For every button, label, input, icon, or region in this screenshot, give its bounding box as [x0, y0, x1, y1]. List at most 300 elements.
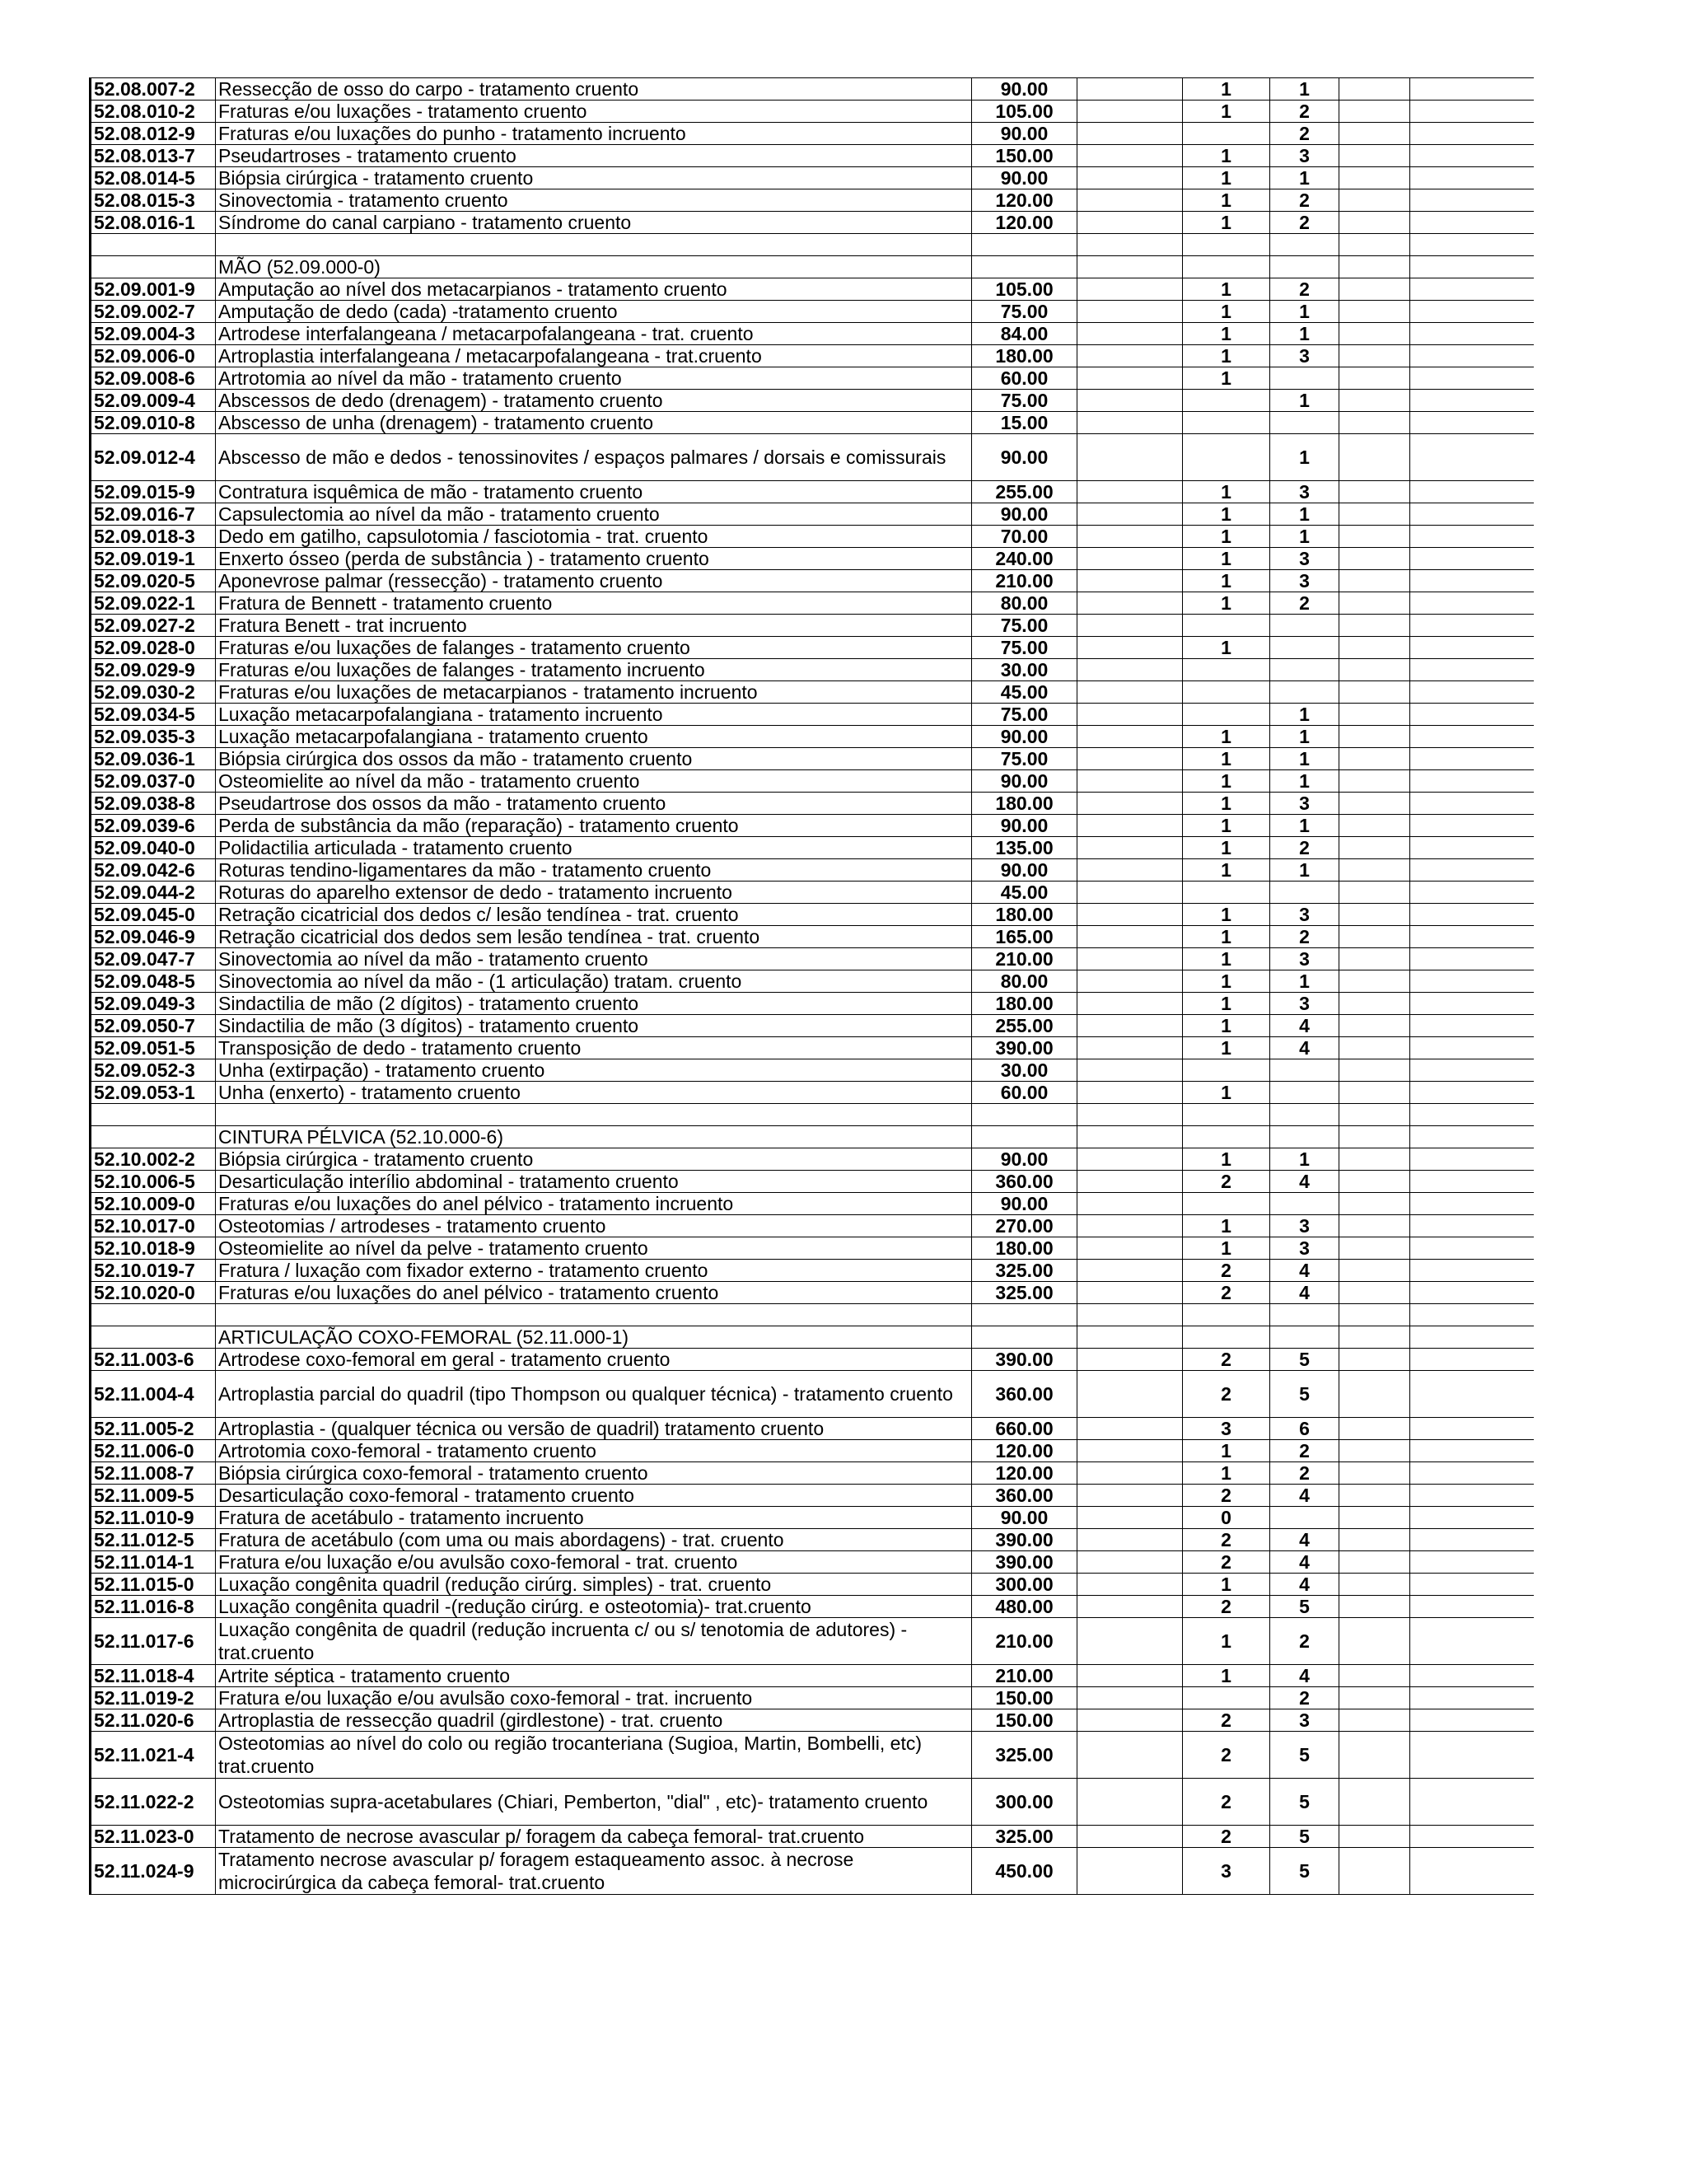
- blank-cell: [1077, 837, 1183, 859]
- procedure-code: 52.09.006-0: [91, 345, 216, 367]
- procedure-value: 75.00: [972, 748, 1077, 770]
- anesthesia-port: 3: [1270, 1215, 1339, 1237]
- blank-cell: [1077, 1126, 1183, 1148]
- auxiliaries-count: [1183, 412, 1270, 434]
- blank-cell: [1077, 1485, 1183, 1507]
- section-title: CINTURA PÉLVICA (52.10.000-6): [216, 1126, 972, 1148]
- table-row: [91, 770, 1534, 793]
- procedure-code: 52.10.009-0: [91, 1193, 216, 1215]
- auxiliaries-count: 1: [1183, 770, 1270, 793]
- blank-cell: [1410, 1848, 1534, 1895]
- procedure-code: 52.10.018-9: [91, 1237, 216, 1260]
- procedure-code: 52.08.012-9: [91, 123, 216, 145]
- blank-cell: [1077, 1371, 1183, 1418]
- procedure-description: Osteotomias ao nível do colo ou região trocanteriana (Sugioa, Martin, Bombelli, etc) trat.cruento: [216, 1732, 972, 1779]
- blank-cell: [1410, 1779, 1534, 1826]
- blank-cell: [1410, 323, 1534, 345]
- procedure-value: 120.00: [972, 1440, 1077, 1462]
- blank-cell: [1410, 1618, 1534, 1665]
- procedure-code: 52.10.006-5: [91, 1171, 216, 1193]
- blank-cell: [1339, 704, 1410, 726]
- blank-cell: [1339, 234, 1410, 256]
- blank-cell: [1410, 367, 1534, 390]
- procedure-description: Artrotomia ao nível da mão - tratamento cruento: [216, 367, 972, 390]
- procedure-value: 325.00: [972, 1732, 1077, 1779]
- procedure-code: 52.09.028-0: [91, 637, 216, 659]
- procedure-code: 52.09.034-5: [91, 704, 216, 726]
- auxiliaries-count: [1183, 1126, 1270, 1148]
- table-row: [91, 434, 1534, 481]
- blank-cell: [1339, 503, 1410, 526]
- procedure-value: 255.00: [972, 481, 1077, 503]
- table-row: [91, 301, 1534, 323]
- auxiliaries-count: 2: [1183, 1485, 1270, 1507]
- blank-cell: [1077, 1848, 1183, 1895]
- table-row: [91, 412, 1534, 434]
- blank-cell: [1339, 1687, 1410, 1709]
- blank-cell: [1410, 1371, 1534, 1418]
- blank-cell: [1077, 970, 1183, 993]
- table-row: [91, 1059, 1534, 1082]
- procedure-value: [972, 1104, 1077, 1126]
- auxiliaries-count: 2: [1183, 1732, 1270, 1779]
- procedure-value: 325.00: [972, 1826, 1077, 1848]
- blank-cell: [1410, 926, 1534, 948]
- procedure-value: 90.00: [972, 859, 1077, 882]
- procedure-description: Amputação de dedo (cada) -tratamento cruento: [216, 301, 972, 323]
- blank-cell: [1410, 278, 1534, 301]
- blank-cell: [1410, 526, 1534, 548]
- blank-cell: [1410, 1104, 1534, 1126]
- procedure-code: 52.09.037-0: [91, 770, 216, 793]
- procedure-description: Artrite séptica - tratamento cruento: [216, 1665, 972, 1687]
- blank-cell: [1339, 189, 1410, 212]
- auxiliaries-count: 2: [1183, 1260, 1270, 1282]
- table-row: [91, 481, 1534, 503]
- blank-cell: [1339, 570, 1410, 592]
- anesthesia-port: 1: [1270, 323, 1339, 345]
- procedure-description: Fraturas e/ou luxações do punho - tratamento incruento: [216, 123, 972, 145]
- blank-cell: [1339, 1148, 1410, 1171]
- auxiliaries-count: 1: [1183, 1148, 1270, 1171]
- auxiliaries-count: 1: [1183, 815, 1270, 837]
- blank-cell: [1410, 1551, 1534, 1574]
- blank-cell: [1410, 1237, 1534, 1260]
- blank-cell: [1410, 1507, 1534, 1529]
- blank-cell: [1077, 323, 1183, 345]
- auxiliaries-count: 1: [1183, 1618, 1270, 1665]
- procedure-code: 52.09.047-7: [91, 948, 216, 970]
- procedure-description: Fratura / luxação com fixador externo - tratamento cruento: [216, 1260, 972, 1282]
- blank-cell: [1077, 481, 1183, 503]
- blank-cell: [1077, 1440, 1183, 1462]
- procedure-code: 52.09.009-4: [91, 390, 216, 412]
- table-row: [91, 1171, 1534, 1193]
- section-header-row: [91, 256, 1534, 278]
- blank-cell: [1410, 859, 1534, 882]
- blank-cell: [1077, 1709, 1183, 1732]
- table-row: [91, 993, 1534, 1015]
- blank-cell: [1410, 1462, 1534, 1485]
- procedure-value: 75.00: [972, 301, 1077, 323]
- blank-cell: [1339, 323, 1410, 345]
- procedure-value: 480.00: [972, 1596, 1077, 1618]
- table-row: [91, 167, 1534, 189]
- procedure-value: [972, 1126, 1077, 1148]
- auxiliaries-count: 1: [1183, 345, 1270, 367]
- table-row: [91, 1687, 1534, 1709]
- blank-cell: [1339, 926, 1410, 948]
- procedure-description: Aponevrose palmar (ressecção) - tratamento cruento: [216, 570, 972, 592]
- blank-cell: [1339, 1596, 1410, 1618]
- procedure-description: Biópsia cirúrgica - tratamento cruento: [216, 167, 972, 189]
- procedure-value: 240.00: [972, 548, 1077, 570]
- procedure-value: 90.00: [972, 1193, 1077, 1215]
- anesthesia-port: 3: [1270, 904, 1339, 926]
- anesthesia-port: 4: [1270, 1574, 1339, 1596]
- blank-cell: [1410, 301, 1534, 323]
- anesthesia-port: 3: [1270, 548, 1339, 570]
- blank-cell: [1339, 1260, 1410, 1282]
- auxiliaries-count: 1: [1183, 859, 1270, 882]
- procedure-description: Luxação metacarpofalangiana - tratamento cruento: [216, 726, 972, 748]
- procedure-description: Abscesso de unha (drenagem) - tratamento cruento: [216, 412, 972, 434]
- procedure-code: 52.11.016-8: [91, 1596, 216, 1618]
- table-row: [91, 570, 1534, 592]
- auxiliaries-count: 1: [1183, 526, 1270, 548]
- table-row: [91, 1826, 1534, 1848]
- table-row: [91, 615, 1534, 637]
- blank-cell: [1410, 1304, 1534, 1326]
- blank-cell: [1410, 948, 1534, 970]
- anesthesia-port: 5: [1270, 1848, 1339, 1895]
- table-row: [91, 1215, 1534, 1237]
- blank-cell: [1410, 1193, 1534, 1215]
- auxiliaries-count: 1: [1183, 926, 1270, 948]
- blank-cell: [1077, 882, 1183, 904]
- blank-cell: [1410, 1440, 1534, 1462]
- blank-cell: [1339, 526, 1410, 548]
- blank-cell: [1077, 704, 1183, 726]
- anesthesia-port: 4: [1270, 1282, 1339, 1304]
- procedure-code: 52.10.020-0: [91, 1282, 216, 1304]
- blank-cell: [1077, 278, 1183, 301]
- blank-row: [91, 234, 1534, 256]
- blank-cell: [1077, 1193, 1183, 1215]
- procedure-description: Amputação ao nível dos metacarpianos - tratamento cruento: [216, 278, 972, 301]
- blank-cell: [1077, 1462, 1183, 1485]
- anesthesia-port: [1270, 659, 1339, 681]
- procedure-value: 210.00: [972, 570, 1077, 592]
- anesthesia-port: 6: [1270, 1418, 1339, 1440]
- procedure-code: 52.09.039-6: [91, 815, 216, 837]
- table-row: [91, 1462, 1534, 1485]
- procedure-code: [91, 234, 216, 256]
- blank-cell: [1077, 726, 1183, 748]
- procedure-value: 120.00: [972, 212, 1077, 234]
- table-row: [91, 526, 1534, 548]
- blank-cell: [1339, 1126, 1410, 1148]
- procedure-value: 390.00: [972, 1349, 1077, 1371]
- procedure-description: Retração cicatricial dos dedos sem lesão tendínea - trat. cruento: [216, 926, 972, 948]
- blank-cell: [1339, 390, 1410, 412]
- blank-cell: [1077, 390, 1183, 412]
- procedure-code: [91, 1104, 216, 1126]
- procedure-description: Roturas tendino-ligamentares da mão - tratamento cruento: [216, 859, 972, 882]
- auxiliaries-count: 1: [1183, 323, 1270, 345]
- auxiliaries-count: [1183, 681, 1270, 704]
- blank-cell: [1077, 1171, 1183, 1193]
- blank-cell: [1410, 993, 1534, 1015]
- procedure-description: Tratamento de necrose avascular p/ foragem da cabeça femoral- trat.cruento: [216, 1826, 972, 1848]
- anesthesia-port: [1270, 1193, 1339, 1215]
- auxiliaries-count: 1: [1183, 1015, 1270, 1037]
- table-row: [91, 1371, 1534, 1418]
- anesthesia-port: 1: [1270, 301, 1339, 323]
- procedure-description: Fraturas e/ou luxações de falanges - tratamento incruento: [216, 659, 972, 681]
- blank-cell: [1339, 592, 1410, 615]
- table-row: [91, 189, 1534, 212]
- anesthesia-port: 4: [1270, 1260, 1339, 1282]
- procedure-description: Fraturas e/ou luxações do anel pélvico - tratamento incruento: [216, 1193, 972, 1215]
- auxiliaries-count: [1183, 434, 1270, 481]
- procedure-value: [972, 256, 1077, 278]
- auxiliaries-count: 1: [1183, 167, 1270, 189]
- blank-cell: [1077, 592, 1183, 615]
- blank-cell: [1077, 167, 1183, 189]
- blank-cell: [1339, 970, 1410, 993]
- procedure-code: 52.09.018-3: [91, 526, 216, 548]
- auxiliaries-count: 3: [1183, 1418, 1270, 1440]
- blank-cell: [1410, 637, 1534, 659]
- procedure-code: 52.11.008-7: [91, 1462, 216, 1485]
- blank-cell: [1339, 548, 1410, 570]
- blank-cell: [1410, 1082, 1534, 1104]
- blank-cell: [1339, 212, 1410, 234]
- anesthesia-port: [1270, 681, 1339, 704]
- anesthesia-port: 3: [1270, 570, 1339, 592]
- auxiliaries-count: 1: [1183, 1665, 1270, 1687]
- procedure-description: Biópsia cirúrgica - tratamento cruento: [216, 1148, 972, 1171]
- table-row: [91, 1848, 1534, 1895]
- procedure-code: 52.09.053-1: [91, 1082, 216, 1104]
- blank-cell: [1077, 1596, 1183, 1618]
- procedure-value: 105.00: [972, 278, 1077, 301]
- blank-cell: [1410, 1148, 1534, 1171]
- procedure-value: 210.00: [972, 1665, 1077, 1687]
- procedure-description: Artrodese coxo-femoral em geral - tratamento cruento: [216, 1349, 972, 1371]
- procedure-value: 270.00: [972, 1215, 1077, 1237]
- procedure-description: Osteomielite ao nível da mão - tratamento cruento: [216, 770, 972, 793]
- procedure-code: 52.11.012-5: [91, 1529, 216, 1551]
- blank-cell: [1077, 145, 1183, 167]
- blank-cell: [1077, 301, 1183, 323]
- procedure-description: Fraturas e/ou luxações de metacarpianos - tratamento incruento: [216, 681, 972, 704]
- table-row: [91, 1440, 1534, 1462]
- blank-cell: [1339, 748, 1410, 770]
- blank-cell: [1410, 1709, 1534, 1732]
- blank-cell: [1077, 1618, 1183, 1665]
- anesthesia-port: 2: [1270, 926, 1339, 948]
- anesthesia-port: [1270, 615, 1339, 637]
- anesthesia-port: [1270, 1326, 1339, 1349]
- procedure-code: 52.09.044-2: [91, 882, 216, 904]
- blank-cell: [1339, 1826, 1410, 1848]
- blank-cell: [1339, 1618, 1410, 1665]
- blank-cell: [1077, 1059, 1183, 1082]
- auxiliaries-count: 1: [1183, 993, 1270, 1015]
- blank-cell: [1410, 412, 1534, 434]
- table-row: [91, 592, 1534, 615]
- blank-cell: [1339, 1779, 1410, 1826]
- blank-cell: [1339, 993, 1410, 1015]
- procedure-code: 52.09.036-1: [91, 748, 216, 770]
- blank-cell: [1339, 278, 1410, 301]
- procedure-code: 52.09.051-5: [91, 1037, 216, 1059]
- blank-cell: [1339, 1418, 1410, 1440]
- procedure-value: 90.00: [972, 770, 1077, 793]
- blank-cell: [1410, 234, 1534, 256]
- procedure-value: 45.00: [972, 681, 1077, 704]
- anesthesia-port: [1270, 256, 1339, 278]
- procedure-value: 325.00: [972, 1260, 1077, 1282]
- procedure-description: Ressecção de osso do carpo - tratamento cruento: [216, 78, 972, 101]
- procedure-value: 325.00: [972, 1282, 1077, 1304]
- anesthesia-port: [1270, 412, 1339, 434]
- auxiliaries-count: 1: [1183, 145, 1270, 167]
- procedure-value: 390.00: [972, 1529, 1077, 1551]
- blank-cell: [1077, 1826, 1183, 1848]
- procedure-value: [972, 234, 1077, 256]
- auxiliaries-count: 2: [1183, 1171, 1270, 1193]
- procedure-code: 52.08.015-3: [91, 189, 216, 212]
- blank-cell: [1339, 1082, 1410, 1104]
- section-title: [216, 1304, 972, 1326]
- table-row: [91, 1665, 1534, 1687]
- procedure-value: 180.00: [972, 1237, 1077, 1260]
- auxiliaries-count: 1: [1183, 637, 1270, 659]
- anesthesia-port: 1: [1270, 704, 1339, 726]
- procedure-value: 90.00: [972, 167, 1077, 189]
- anesthesia-port: 1: [1270, 167, 1339, 189]
- table-row: [91, 503, 1534, 526]
- anesthesia-port: 4: [1270, 1485, 1339, 1507]
- procedure-value: 210.00: [972, 1618, 1077, 1665]
- blank-cell: [1077, 1215, 1183, 1237]
- procedure-code: 52.11.015-0: [91, 1574, 216, 1596]
- blank-cell: [1339, 637, 1410, 659]
- procedure-description: Biópsia cirúrgica coxo-femoral - tratamento cruento: [216, 1462, 972, 1485]
- auxiliaries-count: 1: [1183, 837, 1270, 859]
- procedure-code: 52.09.010-8: [91, 412, 216, 434]
- blank-cell: [1339, 1171, 1410, 1193]
- auxiliaries-count: 1: [1183, 212, 1270, 234]
- anesthesia-port: [1270, 1059, 1339, 1082]
- procedure-value: 15.00: [972, 412, 1077, 434]
- procedure-code: 52.08.016-1: [91, 212, 216, 234]
- auxiliaries-count: 1: [1183, 793, 1270, 815]
- procedure-code: 52.09.027-2: [91, 615, 216, 637]
- procedure-code: 52.11.005-2: [91, 1418, 216, 1440]
- blank-cell: [1077, 1037, 1183, 1059]
- anesthesia-port: 1: [1270, 503, 1339, 526]
- table-row: [91, 926, 1534, 948]
- procedure-code: 52.08.010-2: [91, 101, 216, 123]
- procedure-code: 52.08.007-2: [91, 78, 216, 101]
- procedure-value: 135.00: [972, 837, 1077, 859]
- procedure-value: 45.00: [972, 882, 1077, 904]
- procedure-description: Fraturas e/ou luxações do anel pélvico - tratamento cruento: [216, 1282, 972, 1304]
- anesthesia-port: [1270, 1082, 1339, 1104]
- procedure-description: Pseudartroses - tratamento cruento: [216, 145, 972, 167]
- blank-cell: [1410, 1171, 1534, 1193]
- blank-cell: [1410, 167, 1534, 189]
- auxiliaries-count: 1: [1183, 748, 1270, 770]
- blank-cell: [1410, 882, 1534, 904]
- blank-row: [91, 1304, 1534, 1326]
- blank-cell: [1077, 615, 1183, 637]
- anesthesia-port: 2: [1270, 1687, 1339, 1709]
- blank-cell: [1077, 859, 1183, 882]
- blank-cell: [1339, 1574, 1410, 1596]
- procedure-code: 52.09.002-7: [91, 301, 216, 323]
- blank-cell: [1339, 345, 1410, 367]
- blank-cell: [1410, 1596, 1534, 1618]
- table-row: [91, 1596, 1534, 1618]
- procedure-code: 52.09.046-9: [91, 926, 216, 948]
- auxiliaries-count: 1: [1183, 726, 1270, 748]
- anesthesia-port: 3: [1270, 481, 1339, 503]
- blank-cell: [1077, 434, 1183, 481]
- blank-cell: [1077, 793, 1183, 815]
- procedure-value: 90.00: [972, 1507, 1077, 1529]
- procedure-value: 450.00: [972, 1848, 1077, 1895]
- procedure-code: 52.09.052-3: [91, 1059, 216, 1082]
- procedure-description: Pseudartrose dos ossos da mão - tratamento cruento: [216, 793, 972, 815]
- procedure-value: 120.00: [972, 1462, 1077, 1485]
- blank-cell: [1410, 704, 1534, 726]
- auxiliaries-count: 2: [1183, 1282, 1270, 1304]
- auxiliaries-count: 1: [1183, 367, 1270, 390]
- blank-cell: [1077, 1326, 1183, 1349]
- procedure-value: 90.00: [972, 815, 1077, 837]
- blank-cell: [1339, 1193, 1410, 1215]
- auxiliaries-count: [1183, 615, 1270, 637]
- procedure-code: 52.11.004-4: [91, 1371, 216, 1418]
- anesthesia-port: 3: [1270, 993, 1339, 1015]
- procedure-code: 52.09.022-1: [91, 592, 216, 615]
- procedure-description: Artroplastia de ressecção quadril (girdlestone) - trat. cruento: [216, 1709, 972, 1732]
- procedure-description: Artroplastia interfalangeana / metacarpofalangeana - trat.cruento: [216, 345, 972, 367]
- blank-cell: [1077, 1015, 1183, 1037]
- blank-cell: [1077, 1282, 1183, 1304]
- table-row: [91, 659, 1534, 681]
- blank-cell: [1339, 145, 1410, 167]
- procedure-code: 52.08.014-5: [91, 167, 216, 189]
- auxiliaries-count: [1183, 1193, 1270, 1215]
- anesthesia-port: 1: [1270, 815, 1339, 837]
- auxiliaries-count: 1: [1183, 948, 1270, 970]
- blank-cell: [1410, 123, 1534, 145]
- blank-cell: [1339, 434, 1410, 481]
- auxiliaries-count: 0: [1183, 1507, 1270, 1529]
- procedure-code: 52.10.002-2: [91, 1148, 216, 1171]
- blank-cell: [1339, 1015, 1410, 1037]
- procedure-description: Fratura e/ou luxação e/ou avulsão coxo-femoral - trat. cruento: [216, 1551, 972, 1574]
- blank-cell: [1410, 1349, 1534, 1371]
- table-row: [91, 1507, 1534, 1529]
- procedure-description: Fraturas e/ou luxações - tratamento cruento: [216, 101, 972, 123]
